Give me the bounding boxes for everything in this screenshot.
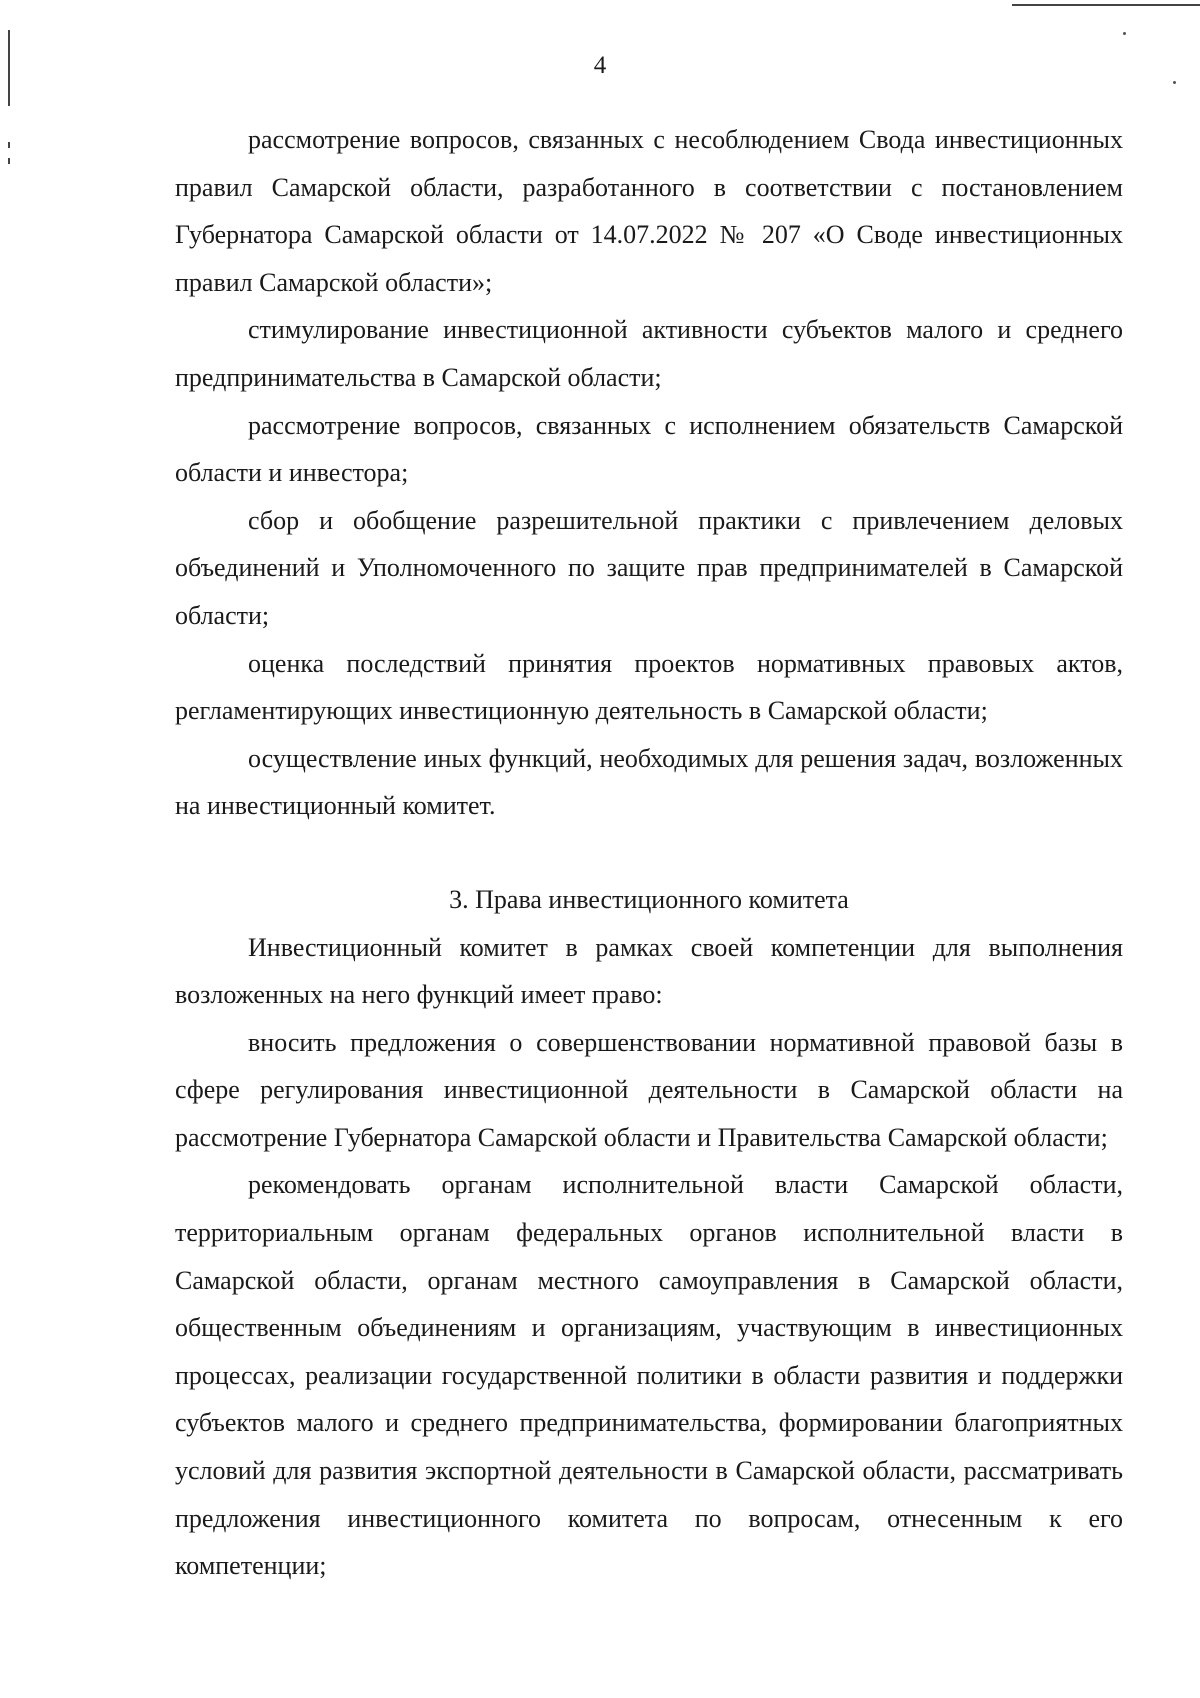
scan-speck [1123,32,1126,35]
paragraph: рассмотрение вопросов, связанных с несоблюдением Свода инвестиционных правил Самарской области, разработанного в соответствии с постановлением Губернатора Самарской области от 14.07.2022 № 207 «О Своде инвестиционных правил Самарской области»; [175,125,1123,297]
scan-edge-mark [8,142,10,148]
paragraph: стимулирование инвестиционной активности субъектов малого и среднего предпринимательства в Самарской области; [175,315,1123,392]
scan-edge-mark [8,158,10,164]
scan-edge-mark [1012,4,1200,6]
paragraph: оценка последствий принятия проектов нормативных правовых актов, регламентирующих инвестиционную деятельность в Самарской области; [175,648,1123,726]
scan-speck [1173,81,1176,84]
paragraph: рассмотрение вопросов, связанных с исполнением обязательств Самарской области и инвестора; [175,410,1123,488]
paragraph: сбор и обобщение разрешительной практики с привлечением деловых объединений и Уполномоченного по защите прав предпринимателей в Самарской области; [175,505,1123,630]
page-number: 4 [593,52,607,79]
paragraph: рекомендовать органам исполнительной власти Самарской области, территориальным органам федеральных органов исполнительной власти в Самарской области, органам местного самоуправления в Самарской области, общественным объединениям и организациям, участвующим в инвестиционных процессах, реализации государственной политики в области развития и поддержки субъектов малого и среднего предпринимательства, формировании благоприятных условий для развития экспортной деятельности в Самарской области, рассматривать предложения инвестиционного комитета по вопросам, отнесенным к его компетенции; [175,1170,1123,1581]
paragraph: Инвестиционный комитет в рамках своей компетенции для выполнения возложенных на него функций имеет право: [175,932,1123,1010]
paragraph: осуществление иных функций, необходимых для решения задач, возложенных на инвестиционный комитет. [175,743,1123,821]
document-body [175,116,1123,1590]
paragraph: вносить предложения о совершенствовании нормативной правовой базы в сфере регулирования инвестиционной деятельности в Самарской области на рассмотрение Губернатора Самарской области и Правительства Самарской области; [175,1027,1123,1152]
section-heading: 3. Права инвестиционного комитета [449,884,849,914]
